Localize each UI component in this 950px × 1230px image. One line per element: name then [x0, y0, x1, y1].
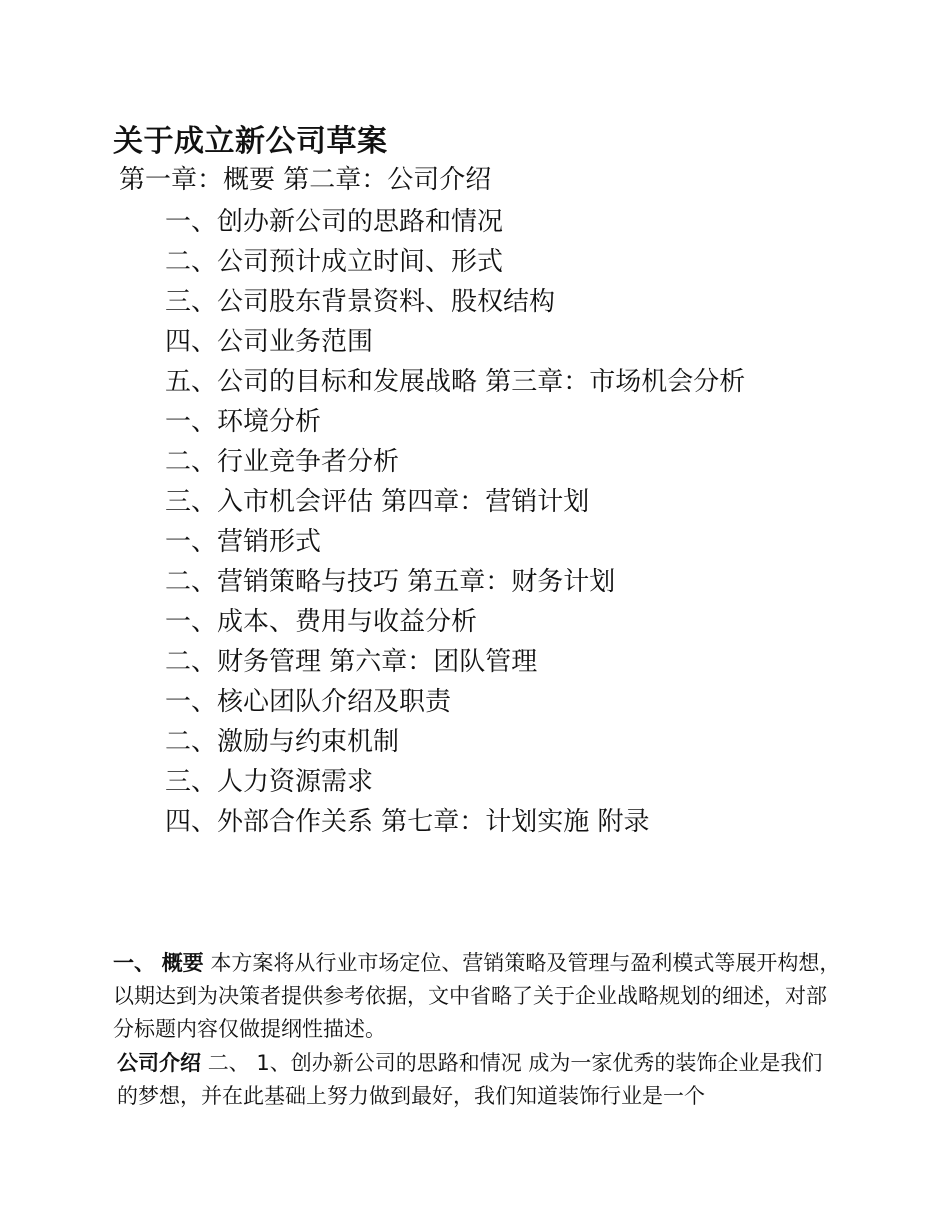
- document-title: 关于成立新公司草案: [113, 124, 388, 159]
- toc-first-line: 第一章：概要 第二章：公司介绍: [119, 165, 492, 195]
- section-number: 二、: [207, 1051, 250, 1075]
- toc-item: 一、营销形式: [165, 527, 322, 557]
- section-number: 一、: [113, 950, 155, 975]
- toc-item: 四、外部合作关系 第七章：计划实施 附录: [165, 807, 650, 837]
- toc-item: 三、入市机会评估 第四章：营销计划: [165, 487, 590, 517]
- section-company-intro: [113, 1046, 843, 1113]
- toc-item: 二、公司预计成立时间、形式: [165, 247, 504, 277]
- toc-item: 一、创办新公司的思路和情况: [165, 207, 504, 237]
- section-overview: [113, 946, 843, 1046]
- toc-item: 五、公司的目标和发展战略 第三章：市场机会分析: [165, 367, 746, 397]
- toc-item: 三、人力资源需求: [165, 767, 374, 797]
- section-text: 本方案将从行业市场定位、营销策略及管理与盈利模式等展开构想，以期达到为决策者提供参考依据，文中省略了关于企业战略规划的细述，对部分标题内容仅做提纲性描述。: [113, 951, 841, 1041]
- toc-list: [165, 202, 745, 842]
- section-text: 1、创办新公司的思路和情况 成为一家优秀的装饰企业是我们的梦想，并在此基础上努力做到最好，我们知道装饰行业是一个: [117, 1051, 823, 1108]
- section-heading: 公司介绍: [117, 1050, 201, 1075]
- toc-item: 三、公司股东背景资料、股权结构: [165, 287, 556, 317]
- toc-item: 四、公司业务范围: [165, 327, 374, 357]
- toc-item: 二、财务管理 第六章：团队管理: [165, 647, 538, 677]
- section-heading: 概要: [161, 950, 204, 975]
- toc-item: 二、行业竞争者分析: [165, 447, 400, 477]
- toc-item: 一、核心团队介绍及职责: [165, 687, 452, 717]
- toc-item: 二、营销策略与技巧 第五章：财务计划: [165, 567, 616, 597]
- body-text: [113, 946, 843, 1113]
- toc-item: 二、激励与约束机制: [165, 727, 400, 757]
- toc-item: 一、成本、费用与收益分析: [165, 607, 478, 637]
- toc-item: 一、环境分析: [165, 407, 322, 437]
